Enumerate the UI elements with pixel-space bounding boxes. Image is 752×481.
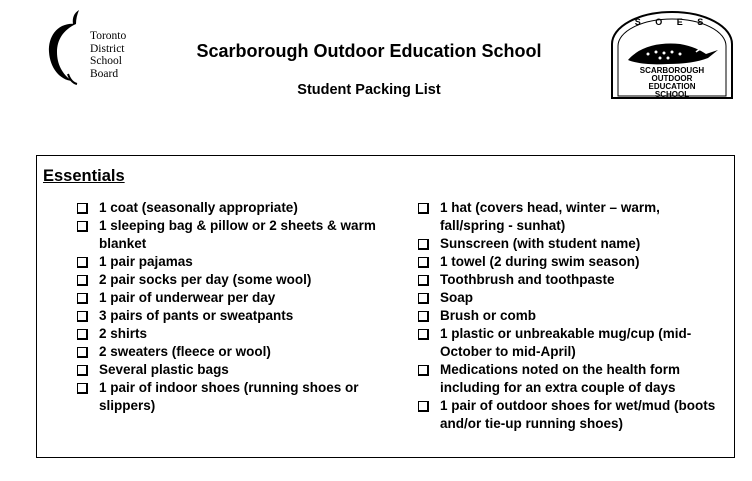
checkbox-icon	[418, 365, 429, 376]
soes-line: SCARBOROUGH	[639, 66, 705, 75]
checklist-item	[418, 289, 718, 307]
page-subtitle: Student Packing List	[297, 82, 441, 98]
item-text: Toothbrush and toothpaste	[440, 272, 615, 287]
checklist-item	[77, 361, 377, 379]
checklist-item	[418, 253, 718, 271]
checklist-item	[418, 397, 718, 433]
checklist-item	[77, 271, 377, 289]
checkbox-icon	[77, 365, 88, 376]
item-text: 2 pair socks per day (some wool)	[99, 272, 312, 287]
checkbox-icon	[418, 401, 429, 412]
checklist-item	[77, 325, 377, 343]
item-text: 1 coat (seasonally appropriate)	[99, 200, 298, 215]
right-checklist	[418, 199, 718, 433]
checkbox-icon	[418, 329, 429, 340]
checklist-item	[77, 307, 377, 325]
checkbox-icon	[418, 203, 429, 214]
checkbox-icon	[77, 203, 88, 214]
item-text: Sunscreen (with student name)	[440, 236, 641, 251]
item-text: Medications noted on the health form including for an extra couple of days	[440, 362, 681, 395]
item-text: 2 shirts	[99, 326, 148, 341]
item-text: 1 towel (2 during swim season)	[440, 254, 640, 269]
soes-logo	[608, 10, 736, 100]
item-text: 1 hat (covers head, winter – warm, fall/spring - sunhat)	[440, 200, 660, 233]
checklist-item	[77, 379, 377, 415]
checkbox-icon	[418, 311, 429, 322]
item-text: 1 plastic or unbreakable mug/cup (mid-October to mid-April)	[440, 326, 692, 359]
checkbox-icon	[418, 257, 429, 268]
soes-line: SCHOOL	[654, 90, 690, 99]
checklist-item	[418, 361, 718, 397]
checkbox-icon	[77, 293, 88, 304]
checkbox-icon	[77, 383, 88, 394]
essentials-box	[36, 155, 735, 458]
left-checklist	[77, 199, 377, 415]
item-text: 1 pair of indoor shoes (running shoes or slippers)	[99, 380, 359, 413]
tdsb-line: Board	[90, 67, 119, 80]
tdsb-line: Toronto	[90, 30, 127, 42]
checkbox-icon	[418, 293, 429, 304]
item-text: 3 pairs of pants or sweatpants	[99, 308, 294, 323]
checkbox-icon	[77, 221, 88, 232]
item-text: Brush or comb	[440, 308, 537, 323]
item-text: Soap	[440, 290, 474, 305]
essentials-heading: Essentials	[43, 167, 125, 185]
checklist-item	[77, 199, 377, 217]
tdsb-line: District	[90, 42, 125, 55]
soes-line: EDUCATION	[648, 82, 696, 91]
checklist-item	[418, 307, 718, 325]
tdsb-line: School	[90, 55, 122, 68]
item-text: 2 sweaters (fleece or wool)	[99, 344, 271, 359]
checklist-item	[77, 343, 377, 361]
checkbox-icon	[77, 311, 88, 322]
checklist-item	[77, 289, 377, 307]
checklist-item	[77, 253, 377, 271]
checklist-item	[418, 235, 718, 253]
item-text: 1 pair pajamas	[99, 254, 193, 269]
item-text: 1 sleeping bag & pillow or 2 sheets & warm blanket	[99, 218, 376, 251]
checklist-item	[418, 199, 718, 235]
soes-line: OUTDOOR	[651, 74, 693, 83]
checkbox-icon	[77, 329, 88, 340]
page-title: Scarborough Outdoor Education School	[196, 41, 542, 61]
checklist-item	[77, 217, 377, 253]
checkbox-icon	[77, 275, 88, 286]
checklist-item	[418, 271, 718, 289]
checklist-item	[418, 325, 718, 361]
checkbox-icon	[77, 347, 88, 358]
checkbox-icon	[418, 275, 429, 286]
checkbox-icon	[77, 257, 88, 268]
soes-letters: S O E S	[634, 17, 710, 27]
item-text: Several plastic bags	[99, 362, 229, 377]
item-text: 1 pair of outdoor shoes for wet/mud (boots and/or tie-up running shoes)	[440, 398, 716, 431]
item-text: 1 pair of underwear per day	[99, 290, 276, 305]
checkbox-icon	[418, 239, 429, 250]
